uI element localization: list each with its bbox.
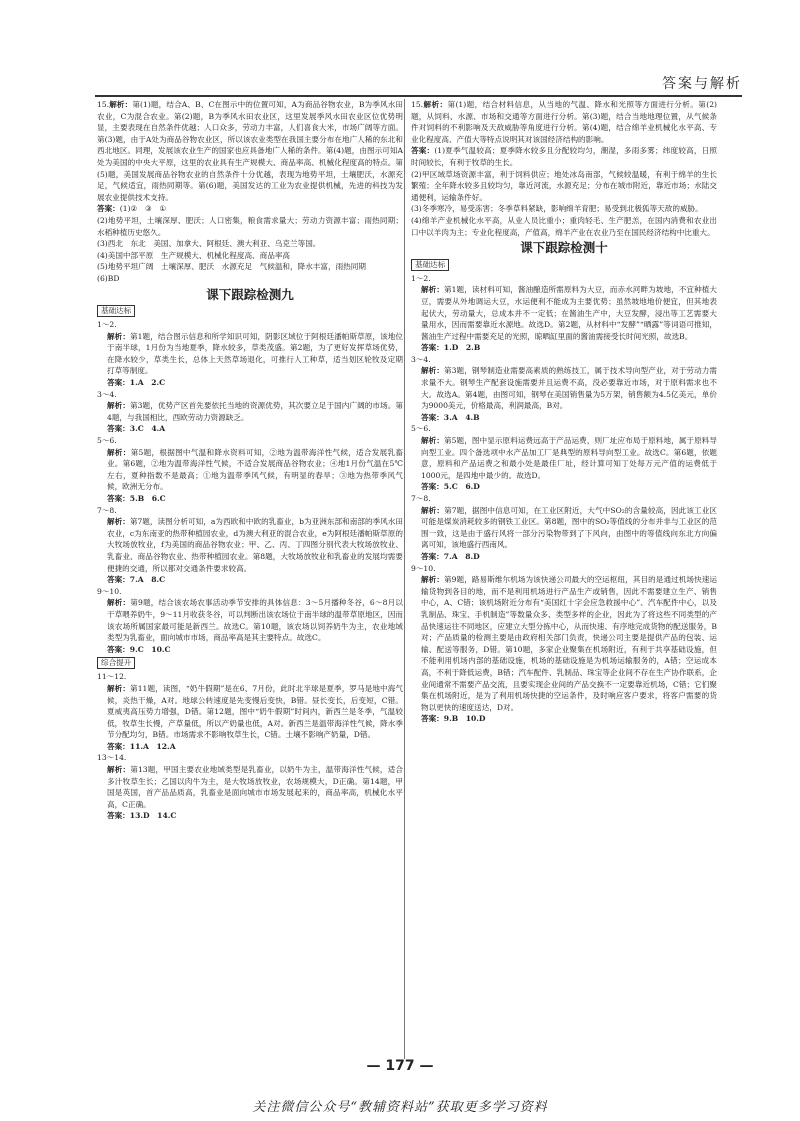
q3-4-answer: 答案：3.C 4.A: [107, 424, 166, 434]
section-title-9: 课下跟踪检测九: [206, 286, 294, 302]
r-q15-block: 15.解析：第(1)题，结合材料信息，从当地的气温、降水和光照等方面进行分析。第(2)题，从饲料、水源、市场和交通等方面进行分析。第(3)题，结合当地地理位置，从气候条件对饲料的不利影响及天敌威胁等角度进行分析。第(4)题，结合绵羊业机械化水平高、专业化程度高、产值大等特点说明其对该国经济结构的影响。: [411, 100, 718, 144]
r-q9-10-answer: 答案：9.B 10.D: [421, 714, 486, 724]
q7-8-answer: 答案：7.A 8.C: [107, 575, 166, 585]
q9-10-answer: 答案：9.C 10.C: [107, 644, 171, 654]
left-column: [97, 99, 403, 822]
q11-12-answer: 答案：11.A 12.A: [107, 741, 176, 751]
q3-4-analysis: 解析：第3题，优势产区首先要依托当地的资源优势，其次要立足于国内广阔的市场。第4题，与我国相比，西欧劳动力资源缺乏。: [107, 401, 404, 422]
q15-answer-4: (4)美国中部平原 生产规模大、机械化程度高、商品率高: [97, 250, 291, 260]
q7-8-label: 7～8.: [97, 505, 117, 515]
r-q7-8-answer: 答案：7.A 8.D: [421, 551, 480, 561]
tag-basic: 基础达标: [97, 305, 135, 317]
right-column: [411, 99, 717, 725]
q13-14-label: 13～14.: [97, 753, 127, 763]
r-q15-answer-3: (3)冬季寒冷，易受冻害；冬季草料紧缺，影响绵羊育肥；易受到北极狐等天敌的威胁。: [411, 204, 703, 214]
r-q15-answer: 答案：(1)夏季气温较高；夏季降水较多且分配较均匀，潮湿，多雨多雾；纬度较高，日照时间较长，有利于牧草的生长。: [411, 146, 717, 167]
header-title: 答案与解析: [662, 76, 742, 92]
q1-2-analysis: 解析：第1题，结合图示信息和所学知识可知，阴影区域位于阿根廷潘帕斯草原，该地位于南半球，1月份为当地夏季，降水较多，草类茂盛。第2题，为了更好发挥草场优势，在降水较少，草类生长，总体上天然草场退化，可推行人工种草，适当划区轮牧及定期打草等制度。: [107, 331, 404, 376]
q9-10-label: 9～10.: [97, 586, 122, 596]
r-q1-2-answer: 答案：1.D 2.B: [421, 343, 481, 353]
r-q5-6-label: 5～6.: [411, 424, 431, 434]
q1-2-answer: 答案：1.A 2.C: [107, 378, 166, 388]
r-q9-10-analysis: 解析：第9题，路易斯维尔机场为该快递公司最大的空运枢纽，其目的是通过机场快速运输货物到各目的地，而不是利用机场进行产品生产或销售，因此不需要建立生产、销售中心，A、C错；该机场附近分布有“美国红十字会应急救援中心”、汽车配件中心，以及乳制品、珠宝、手机制造”等数量众多、类型多样的企业，因此为了将这些不同类型的产品快速运往不同地区，应建立大型分拣中心，从而快速、有序地完成货物的配送服务，B对；产品质量的检测主要是由政府相关部门负责，快递公司主要是提供产品的包装、运输、配送等服务，D错。第10题，多家企业聚集在机场附近，有利于共享基础设施，但不能利用机场内部的基础设施，机场的基础设施是为机场运输服务的，A错；空运成本高，不利于降低运费，B错；汽车配件、乳制品、珠宝等企业间不存在生产协作联系，企业间通常不需要产品交流，且要实现企业间的产品交换不一定要靠近机场，C错；它们聚集在机场附近，是为了利用机场快捷的空运条件，及时响应客户要求，将客户需要的货物以更快的速度送达，D对。: [421, 575, 718, 712]
q13-14-analysis: 解析：第13题，甲国主要农业地域类型是乳畜业，以奶牛为主，温带海洋性气候，适合多汁牧草生长；乙国以肉牛为主，是大牧场放牧业，农场规模大，D正确。第14题，甲国是英国，首产品品质高，乳畜业是面向城市市场发展起来的，商品率高，机械化水平高，C正确。: [107, 765, 403, 809]
column-divider: [404, 99, 405, 1059]
q5-6-analysis: 解析：第5题，根据图中气温和降水资料可知，②地为温带海洋性气候，适合发展乳畜业。第6题，②地为温带海洋性气候，不适合发展商品谷物农业；④地1月份气温在5℃左右，夏种指数不是最高；①地为温带季风气候，有明显的春旱；③地为热带季风气候，欧洲无分布。: [107, 447, 403, 492]
r-q9-10-label: 9～10.: [411, 563, 436, 573]
q5-6-label: 5～6.: [97, 436, 117, 446]
q7-8-analysis: 解析：第7题，读图分析可知，a为西欧和中欧的乳畜业，b为亚洲东部和南部的季风水田农业，c为东南亚的热带种植园农业，d为澳大利亚的混合农业，e为阿根廷潘帕斯草原的大牧场放牧业，f为美国的商品谷物农业；甲、乙、丙、丁四图分别代表大牧场放牧业、乳畜业、商品谷物农业、热带种植园农业。第8题，大牧场放牧业和乳畜业的发展均需要便捷的交通，所以都对交通条件要求较高。: [107, 517, 403, 573]
q1-2-label: 1～2.: [97, 320, 117, 330]
r-tag-basic: 基础达标: [411, 259, 449, 271]
r-q1-2-analysis: 解析：第1题，读材料可知，酱油酿造所需原料为大豆，而赤水河畔为坡地，不宜种植大豆，需要从外地调运大豆，水运便利不能成为主要优势；虽然坡地地价便宜，但其地表起伏大，劳动量大，总成本并不一定低；在酱油生产中，大豆发酵，浸出等工艺需要大量用水，因而需要靠近水源地。故选D。第2题，从材料中“发酵”“晒露”等词语可推知，酱油生产过程中需要充足的光照，晾晒缸里面的酱油需接受长时间光照，故选B。: [421, 285, 718, 341]
r-q7-8-analysis: 解析：第7题，据图中信息可知，在工业区附近，大气中SO₂的含量较高，因此该工业区可能是煤炭消耗较多的钢铁工业区。第8题，图中的SO₂等值线的分布并非与工业区的范围一致，这是由于盛行风将一部分污染物带到了下风向，由图中的等值线向东北方向偏离可知，该地盛行西南风。: [421, 505, 717, 550]
section-title-10: 课下跟踪检测十: [520, 240, 608, 256]
q11-12-label: 11～12.: [97, 672, 127, 682]
r-q15-answer-2: (2)甲区域草场资源丰富，利于饲料供应；地处冰岛南部，气候较温暖，有利于绵羊的生长繁殖；全年降水较多且较均匀，靠近河流，水源充足；分布在城市附近，靠近市场；水陆交通便利，运输条件好。: [411, 169, 717, 202]
q9-10-analysis: 解析：第9题，结合该农场农事活动季节安排的具体信息：3～5月播种冬谷，6～8月以干草喂养奶牛，9～11月收获冬谷，可以判断出该农场位于南半球的温带草原地区，因而该农场所属国家最可能是新西兰。故选C。第10题，该农场以饲养奶牛为主，农业地域类型为乳畜业，面向城市市场，商品率高是其主要特点。故选C。: [107, 598, 403, 643]
q15-answer-5: (5)地势平坦广阔 土壤深厚、肥沃 水源充足 气候温和，降水丰富，雨热同期: [97, 262, 366, 272]
q5-6-answer: 答案：5.B 6.C: [107, 494, 166, 503]
tag-comprehensive: 综合提升: [97, 657, 135, 669]
q15-answer-3: (3)西北 东北 美国、加拿大、阿根廷、澳大利亚、乌克兰等国。: [97, 239, 321, 249]
r-q3-4-label: 3～4.: [411, 354, 431, 364]
q15-answer-6: (6)BD: [97, 273, 120, 283]
r-q15-answer-4: (4)绵羊产业机械化水平高，从业人员比重小；重肉轻毛、生产肥羔，在国内消费和农业出口中以羊肉为主；专业化程度高，产值高，绵羊产业在农业乃至在国民经济结构中比重大。: [411, 215, 717, 237]
q15-block: 15.解析：第(1)题，结合A、B、C在图示中的位置可知，A为商品谷物农业，B为季风水田农业，C为混合农业。第(2)题，B为季风水田农业区，这里发展季风水田农业区位优势明显，主要表现在自然条件优越；人口众多，劳动力丰富，人们喜食大米，市场广阔等方面。第(3)题，由于A处为商品谷物农业区，所以该农业类型在我国主要分布在地广人稀的东北和西北地区。同理，发展该农业生产的国家也应具备地广人稀的条件。第(4)题，由图示可知A处为美国的中央大平原，这里的农业具有生产规模大、商品率高、机械化程度高的特点。第(5)题，美国发展商品谷物农业的自然条件十分优越，表现为地势平坦，土壤肥沃，水源充足，气候适宜，雨热同期等。第(6)题，美国发达的工业为农业提供机械，先进的科技为发展农业提供技术支持。: [97, 100, 403, 202]
r-q3-4-analysis: 解析：第3题，钢琴制造业需要高素质的熟练技工，属于技术导向型产业，对于劳动力需求量不大。钢琴生产配套设施需要并且运费不高，没必要靠近市场，对于原料需求也不大。故选A。第4题，由图可知，钢琴在美国销售量为5万架，销售额为4.5亿美元，单价为9000美元，价格最高，利润最高，B对。: [421, 366, 718, 411]
r-q7-8-label: 7～8.: [411, 494, 431, 503]
r-q3-4-answer: 答案：3.A 4.B: [421, 412, 480, 422]
page-number: — 177 —: [366, 1058, 434, 1074]
page-header: [95, 73, 742, 97]
r-q5-6-answer: 答案：5.C 6.D: [421, 482, 480, 492]
r-q1-2-label: 1～2.: [411, 273, 431, 283]
q15-answer: 答案：(1)② ③ ①: [97, 204, 167, 214]
q3-4-label: 3～4.: [97, 389, 117, 399]
q15-answer-2: (2)地势平坦，土壤深厚、肥沃；人口密集，粮食需求量大；劳动力资源丰富；雨热同期；水稻种植历史悠久。: [97, 215, 403, 237]
q13-14-answer: 答案：13.D 14.C: [107, 811, 177, 821]
footer-note: 关注微信公众号“教辅资料站”获取更多学习资料: [252, 1100, 548, 1115]
r-q5-6-analysis: 解析：第5题，图中显示原料运费远高于产品运费，则厂址应布局于原料地，属于原料导向型工业。四个备选项中水产品加工厂是典型的原料导向型工业。故选C。第6题，依题意，原料和产品运费之和最小处是最佳厂址，经计算可知丁处每万元产值的运费低于1000元，是四地中最少的。故选D。: [421, 436, 718, 480]
q11-12-analysis: 解析：第11题，读图，“奶牛假期”是在6、7月份，此时北半球是夏季，罗马是地中海气候，炎热干燥，A对。地球公转速度是先变慢后变快，B错。昼长变长，后变短，C错。夏威夷高压势力增强，D错。第12题，图中“奶牛假期”时间内，新西兰是冬季，气温较低，牧草生长慢，产草量低，所以产奶量也低，A对。新西兰是温带海洋性气候，降水季节分配均匀，B错。市场需求不影响牧草生长，C错。土壤不影响产奶量，D错。: [107, 683, 404, 740]
